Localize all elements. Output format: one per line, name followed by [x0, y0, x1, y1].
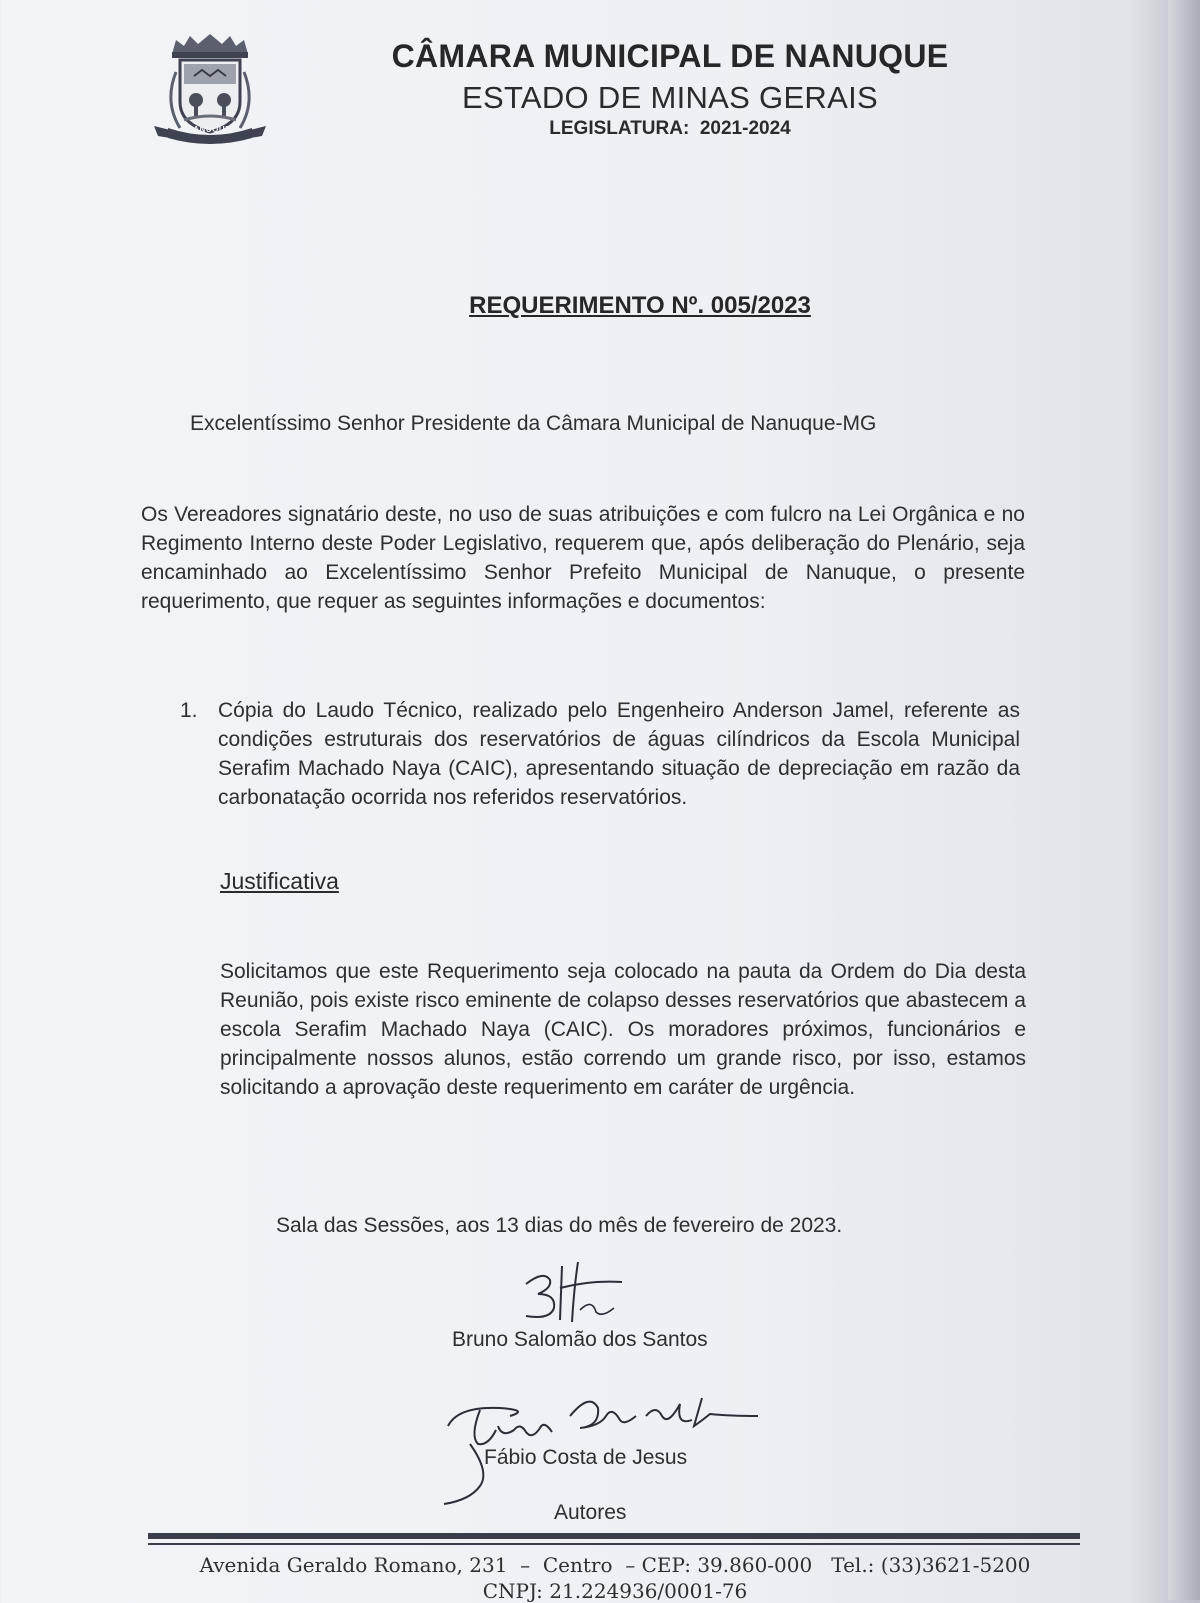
state-name: ESTADO DE MINAS GERAIS: [462, 80, 878, 115]
justification-heading: Justificativa: [220, 868, 339, 894]
legislature-period: LEGISLATURA: 2021-2024: [549, 118, 791, 139]
justification-paragraph: Solicitamos que este Requerimento seja colocado na pauta da Ordem do Dia desta Reunião, pois existe risco eminente de colapso desses reservatórios que abastecem a escola Serafim Machado Naya (CAIC). Os moradores próximos, funcionários e principalmente nossos alunos, estão correndo um grande risco, por isso, estamos solicitando a aprovação deste requerimento em caráter de urgência.: [220, 960, 1026, 1099]
list-item-number: 1.: [180, 699, 198, 722]
crest-banner-text: NANUQUE: [187, 125, 231, 134]
footer-address: Avenida Geraldo Romano, 231 – Centro – CEP: 39.860-000 Tel.: (33)3621-5200: [199, 1553, 1031, 1577]
closing-date-line: Sala das Sessões, aos 13 dias do mês de fevereiro de 2023.: [276, 1214, 843, 1237]
signer-name: Bruno Salomão dos Santos: [452, 1328, 708, 1351]
footer-rule-thin: [148, 1543, 1080, 1545]
paper-edge-shadow: [1168, 0, 1200, 1600]
document-title: REQUERIMENTO Nº. 005/2023: [469, 292, 811, 319]
salutation: Excelentíssimo Senhor Presidente da Câmara Municipal de Nanuque-MG: [190, 412, 877, 435]
institution-name: CÂMARA MUNICIPAL DE NANUQUE: [391, 38, 949, 74]
list-item-text: Cópia do Laudo Técnico, realizado pelo Engenheiro Anderson Jamel, referente as condições estruturais dos reservatórios de águas cilíndricos da Escola Municipal Serafim Machado Naya (CAIC), apresentando situação de depreciação em razão da carbonatação ocorrida nos referidos reservatórios.: [218, 699, 1020, 809]
intro-paragraph: Os Vereadores signatário deste, no uso de suas atribuições e com fulcro na Lei Orgânica e no Regimento Interno deste Poder Legislativo, requerem que, após deliberação do Plenário, seja encaminhado ao Excelentíssimo Senhor Prefeito Municipal de Nanuque, o presente requerimento, que requer as seguintes informações e documentos:: [141, 503, 1025, 613]
footer-rule-thick: [148, 1533, 1080, 1539]
signer-name: Fábio Costa de Jesus: [484, 1446, 688, 1469]
list-item: [180, 696, 1020, 812]
footer-cnpj: CNPJ: 21.224936/0001-76: [482, 1579, 748, 1603]
signature-bruno: [520, 1258, 630, 1330]
authors-label: Autores: [554, 1501, 627, 1524]
